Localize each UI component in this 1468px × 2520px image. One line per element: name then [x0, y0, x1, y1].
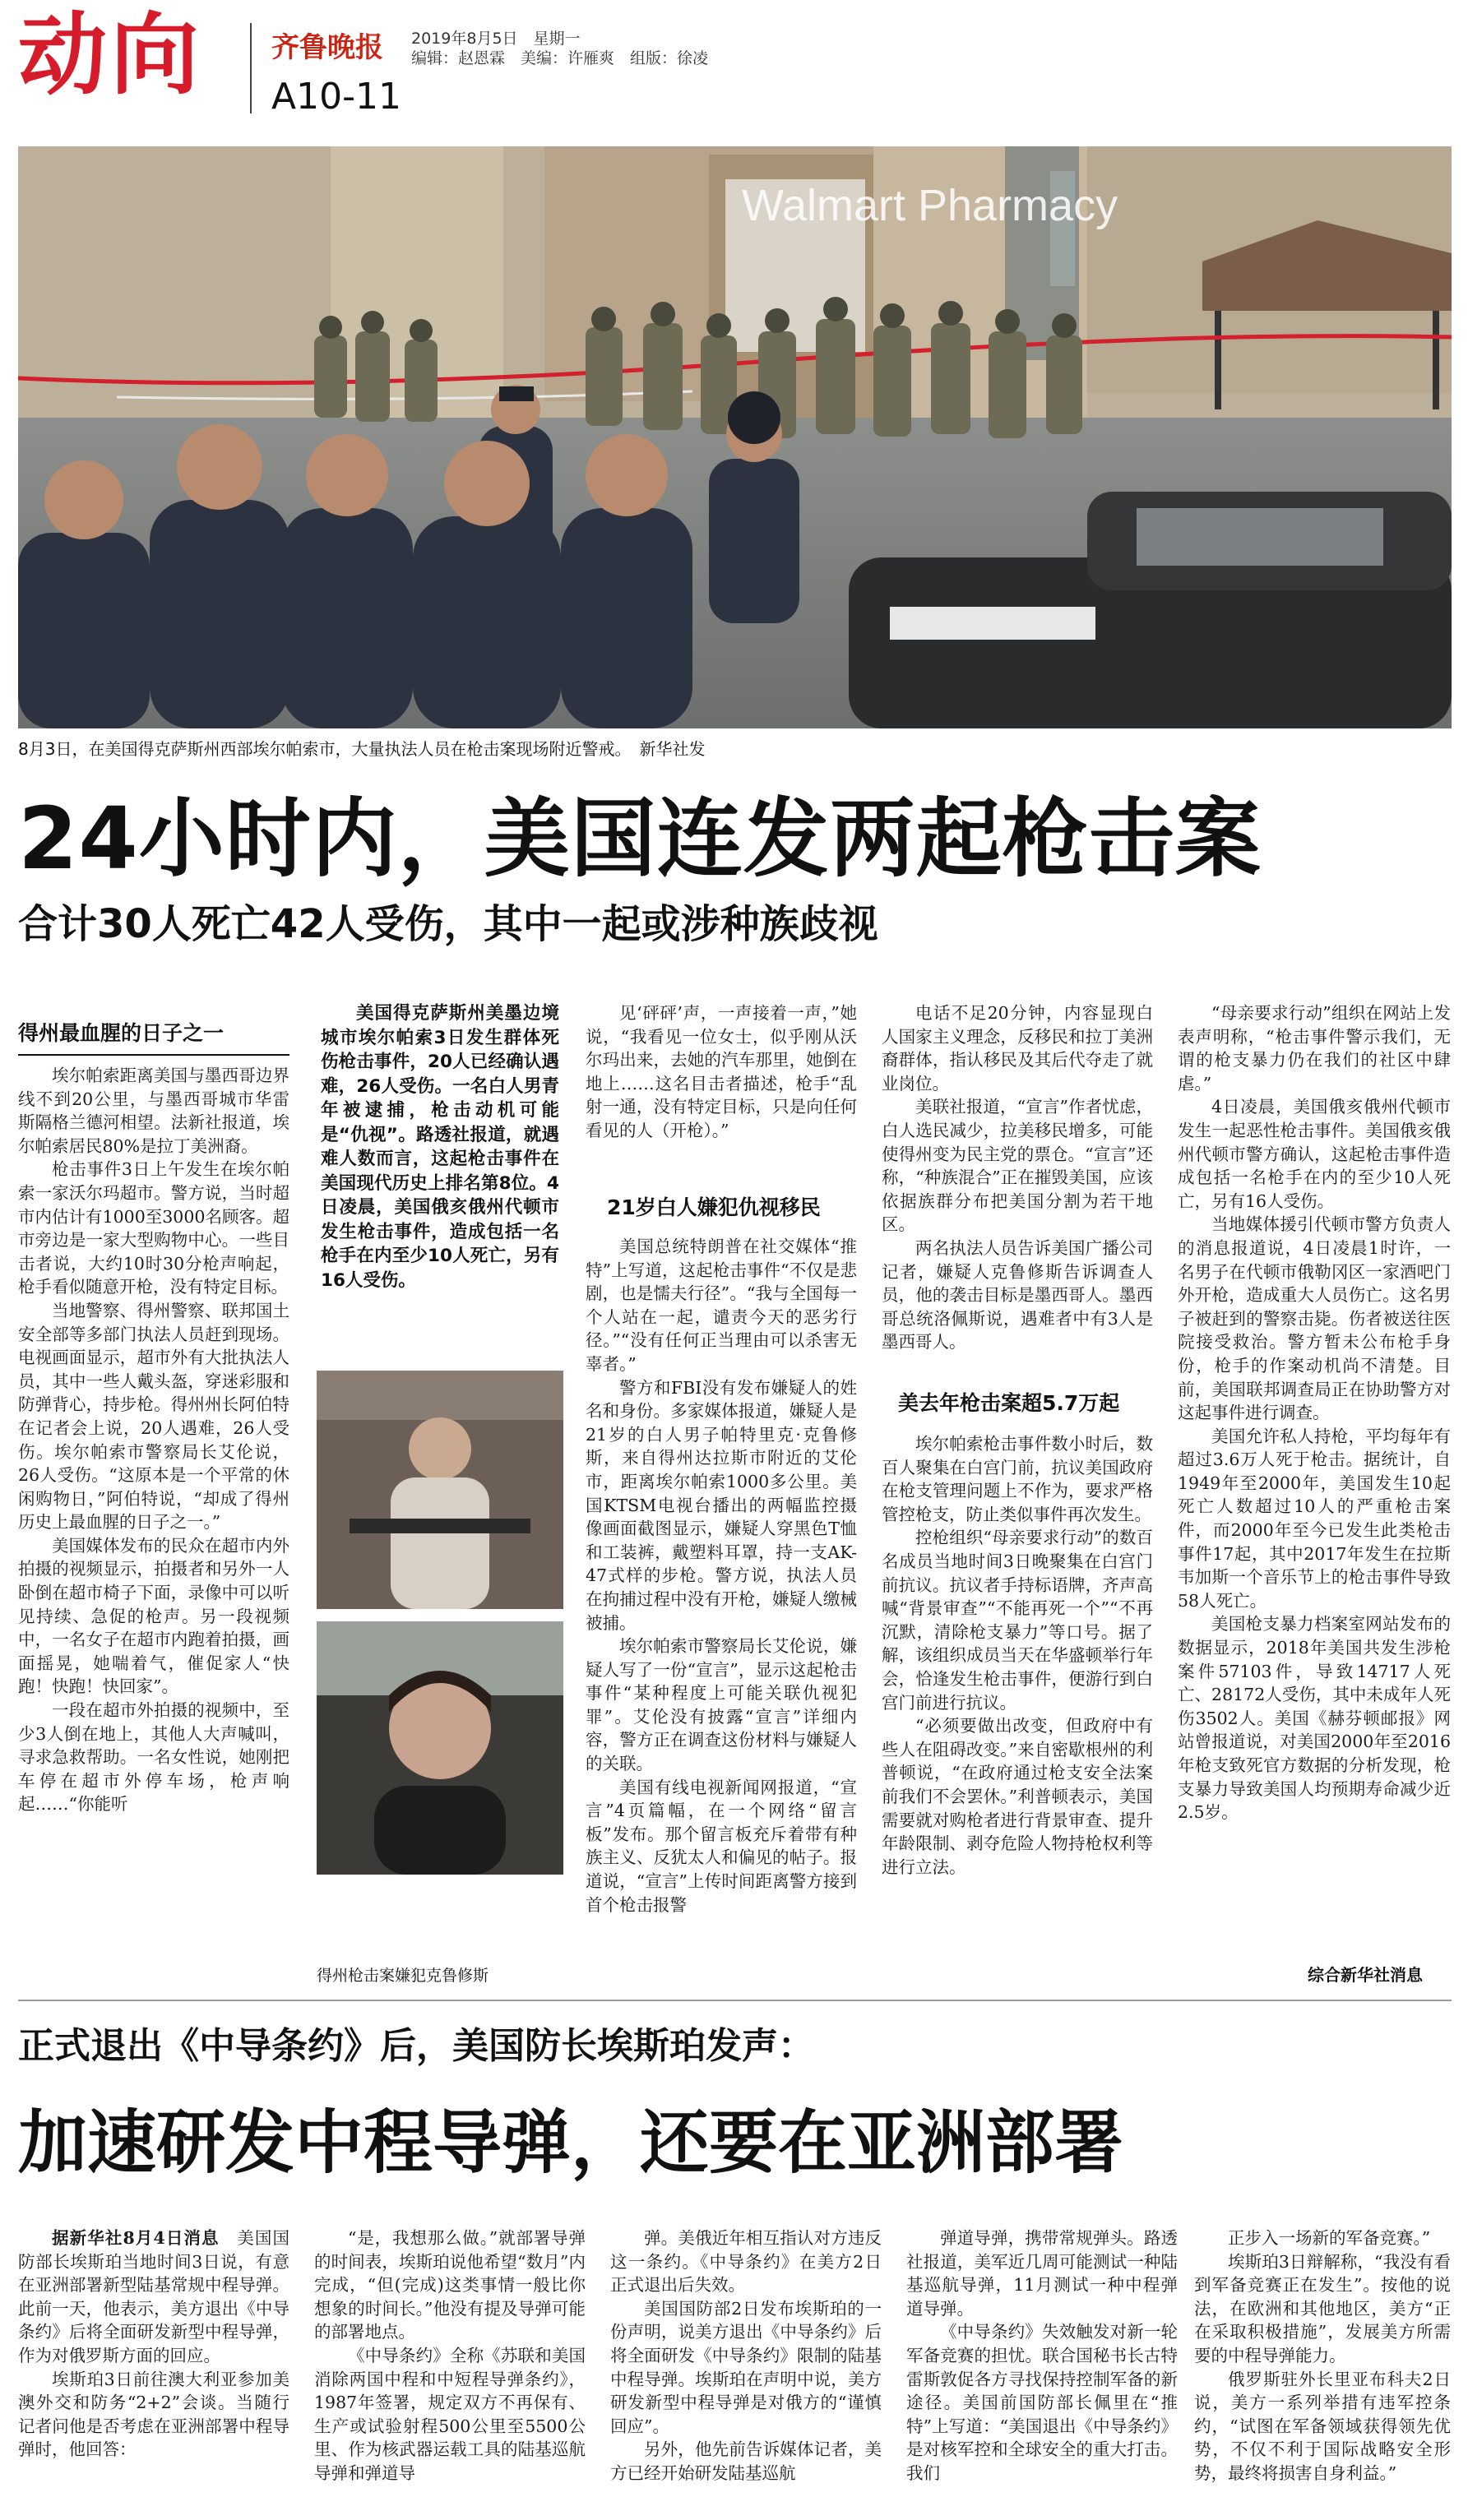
story-divider: [18, 2000, 1452, 2001]
paragraph: 当地媒体援引代顿市警方负责人的消息报道说，4日凌晨1时许，一名男子在代顿市俄勒冈区一家酒吧门外开枪，造成重大人员伤亡。这名男子被赶到的警察击毙。伤者被送往医院接受救治。警方暂未公布枪手身份，枪手的作案动机尚不清楚。目前，美国联邦调查局正在协助警方对这起事件进行调查。: [1178, 1214, 1451, 1423]
paragraph: 4日凌晨，美国俄亥俄州代顿市发生一起恶性枪击事件。美国俄亥俄州代顿市警方确认，这起枪击事件造成包括一名枪手在内的至少10人死亡，另有16人受伤。: [1178, 1097, 1451, 1211]
section1-title: 得州最血腥的日子之一: [18, 1021, 225, 1045]
suspect-photo-1: [317, 1371, 563, 1609]
story2-col1: [18, 2226, 289, 2514]
suspect-caption: 得州枪击案嫌犯克鲁修斯: [317, 1967, 489, 1985]
paragraph: 弹。美俄近年相互指认对方违反这一条约。《中导条约》在美方2日正式退出后失效。: [610, 2228, 882, 2296]
paragraph: 埃尔帕索市警察局长艾伦说，嫌疑人写了一份“宣言”，显示这起枪击事件“某种程度上可能关联仇视犯罪”。艾伦没有披露“宣言”详细内容，警方正在调查这份材料与嫌疑人的关联。: [586, 1636, 857, 1774]
paragraph: 《中导条约》失效触发对新一轮军备竞赛的担忧。联合国秘书长古特雷斯敦促各方寻找保持控制军备的新途径。美国前国防部长佩里在“推特”上写道：“美国退出《中导条约》是对核军控和全球安全的重大打击。我们: [906, 2322, 1178, 2483]
page-numbers: A10-11: [271, 76, 401, 118]
section2-title: 21岁白人嫌犯仇视移民: [607, 1195, 821, 1219]
paragraph: 埃尔帕索距离美国与墨西哥边界线不到20公里，与墨西哥城市华雷斯隔格兰德河相望。法新社报道，埃尔帕索居民80%是拉丁美洲裔。: [18, 1066, 289, 1156]
masthead-divider: [250, 23, 252, 113]
paragraph-text: 美国国防部长埃斯珀当地时间3日说，有意在亚洲部署新型陆基常规中程导弹。此前一天，他表示，美方退出《中导条约》后将全面研发新型中程导弹，作为对俄罗斯方面的回应。: [18, 2228, 289, 2365]
paragraph: 见‘砰砰’声，一声接着一声，”她说，“我看见一位女士，似乎刚从沃尔玛出来，去她的汽车那里，她倒在地上……这名目击者描述，枪手“乱射一通，没有特定目标，只是向任何看见的人（开枪）。”: [586, 1003, 857, 1140]
paragraph: 电话不足20分钟，内容显现白人国家主义理念，反移民和拉丁美洲裔群体，指认移民及其后代夺走了就业岗位。: [882, 1003, 1153, 1094]
story2-col3: [610, 2226, 882, 2514]
story1-col4-top: [882, 1001, 1153, 1384]
story1-headline: 24小时内，美国连发两起枪击案: [18, 788, 1262, 889]
dateline: 据新华社8月4日消息: [52, 2228, 220, 2248]
paragraph: 美国枪支暴力档案室网站发布的数据显示，2018年美国共发生涉枪案件57103件，导致14717人死亡、28172人受伤，其中未成年人死伤3502人。美国《赫芬顿邮报》网站曾报道说，对美国2000年至2016年枪支致死官方数据的分析发现，枪支暴力导致美国人均预期寿命减少近2.5岁。: [1178, 1614, 1451, 1823]
paragraph: 两名执法人员告诉美国广播公司记者，嫌疑人克鲁修斯告诉调查人员，他的袭击目标是墨西哥人。墨西哥总统洛佩斯说，遇难者中有3人是墨西哥人。: [882, 1237, 1153, 1352]
suspect-photo-2: [317, 1621, 563, 1875]
paragraph: “是，我想那么做。”就部署导弹的时间表，埃斯珀说他希望“数月”内完成，“但(完成)这类事情一般比你想象的时间长。”他没有提及导弹可能的部署地点。: [314, 2228, 586, 2342]
section1-rule: [18, 1054, 289, 1056]
story2-headline: 加速研发中程导弹，还要在亚洲部署: [18, 2102, 1124, 2183]
paragraph: 控枪组织“母亲要求行动”的数百名成员当地时间3日晚聚集在白宫门前抗议。抗议者手持标语牌，齐声高喊“背景审查”“不能再死一个”“不再沉默，清除枪支暴力”等口号。据了解，该组织成员当天在华盛顿举行年会，恰逢发生枪击事件，便游行到白宫门前进行抗议。: [882, 1528, 1153, 1713]
paragraph: 另外，他先前告诉媒体记者，美方已经开始研发陆基巡航: [610, 2439, 882, 2483]
story2-col2: [314, 2226, 586, 2514]
paragraph: 《中导条约》全称《苏联和美国消除两国中程和中短程导弹条约》，1987年签署，规定双方不再保有、生产或试验射程500公里至5500公里、作为核武器运载工具的陆基巡航导弹和弹道导: [314, 2345, 586, 2483]
photo-caption: 8月3日，在美国得克萨斯州西部埃尔帕索市，大量执法人员在枪击案现场附近警戒。 新华社发: [18, 739, 706, 759]
section3-title: 美去年枪击案超5.7万起: [898, 1391, 1120, 1415]
story1-summary-box: 美国得克萨斯州美墨边境城市埃尔帕索3日发生群体死伤枪击事件，20人已经确认遇难，26人受伤。一名白人男青年被逮捕，枪击动机可能是“仇视”。路透社报道，就遇难人数而言，这起枪击事件在美国现代历史上排名第8位。4日凌晨，美国俄亥俄州代顿市发生枪击事件，造成包括一名枪手在内至少10人死亡，另有16人受伤。: [321, 1003, 559, 1291]
surveillance-image: [317, 1371, 563, 1609]
story1-col5: [1178, 1001, 1451, 1957]
shooting-scene-illustration: [18, 146, 1452, 728]
paragraph: 弹道导弹，携带常规弹头。路透社报道，美军近几周可能测试一种陆基巡航导弹，11月测试一种中程弹道导弹。: [906, 2228, 1178, 2319]
paragraph: 一段在超市外拍摄的视频中，至少3人倒在地上，其他人大声喊叫，寻求急救帮助。一名女性说，她刚把车停在超市外停车场，枪声响起……“你能听: [18, 1700, 289, 1815]
story1-col3-bottom: [586, 1235, 857, 1991]
store-sign-text: Walmart Pharmacy: [742, 181, 1118, 230]
staff-line: 编辑：赵恩霖 美编：许雁爽 组版：徐凌: [411, 49, 709, 67]
paragraph: 埃尔帕索枪击事件数小时后，数百人聚集在白宫门前，抗议美国政府在枪支管理问题上不作为，要求严格管控枪支，防止类似事件再次发生。: [882, 1434, 1153, 1524]
story2-col4: [906, 2226, 1178, 2514]
paragraph: 美国总统特朗普在社交媒体“推特”上写道，这起枪击事件“不仅是悲剧，也是懦夫行径”。“我与全国每一个人站在一起，谴责今天的恶劣行径。”“没有任何正当理由可以杀害无辜者。”: [586, 1237, 857, 1374]
suspect-portrait: [317, 1621, 563, 1875]
paragraph: “必须要做出改变，但政府中有些人在阻碍改变。”来自密歇根州的利普顿说，“在政府通过枪支安全法案前我们不会罢休。”利普顿表示，美国需要就对购枪者进行背景审查、提升年龄限制、剥夺危险人物持枪权利等进行立法。: [882, 1716, 1153, 1877]
paragraph: 警方和FBI没有发布嫌疑人的姓名和身份。多家媒体报道，嫌疑人是21岁的白人男子帕特里克·克鲁修斯，来自得州达拉斯市附近的艾伦市，距离埃尔帕索1000多公里。美国KTSM电视台播出的两幅监控摄像画面截图显示，嫌疑人穿黑色T恤和工装裤，戴塑料耳罩，持一支AK-47式样的步枪。警方说，执法人员在拘捕过程中没有开枪，嫌疑人缴械被捕。: [586, 1377, 857, 1633]
paragraph: 埃斯珀3日前往澳大利亚参加美澳外交和防务“2+2”会谈。当随行记者问他是否考虑在亚洲部署中程导弹时，他回答：: [18, 2369, 289, 2460]
paragraph: 枪击事件3日上午发生在埃尔帕索一家沃尔玛超市。警方说，当时超市内估计有1000至3000名顾客。超市旁边是一家大型购物中心。一些目击者说，大约10时30分枪声响起，枪手看似随意开枪，没有特定目标。: [18, 1159, 289, 1297]
date-line: 2019年8月5日 星期一: [411, 30, 581, 48]
lead-photo: [18, 146, 1452, 728]
section-title: 动向: [18, 4, 203, 107]
paragraph: 美国有线电视新闻网报道，“宣言”4页篇幅，在一个网络“留言板”发布。那个留言板充斥着带有种族主义、反犹太人和偏见的帖子。报道说，“宣言”上传时间距离警方接到首个枪击报警: [586, 1777, 857, 1915]
paragraph: 美国国防部2日发布埃斯珀的一份声明，说美方退出《中导条约》后将全面研发《中导条约》限制的陆基中程导弹。埃斯珀在声明中说，美方研发新型中程导弹是对俄方的“谨慎回应”。: [610, 2298, 882, 2436]
paragraph: 俄罗斯驻外长里亚布科夫2日说，美方一系列举措有违军控条约，“试图在军备领域获得领先优势，不仅不利于国际战略安全形势，最终将损害自身利益。”: [1194, 2369, 1451, 2483]
paragraph: 埃斯珀3日辩解称，“我没有看到军备竞赛正在发生”。按他的说法，在欧洲和其他地区，美方“正在采取积极措施”，发展美方所需要的中程导弹能力。: [1194, 2251, 1451, 2365]
paragraph: 美国允许私人持枪，平均每年有超过3.6万人死于枪击。据统计，自1949年至2000年，美国发生10起死亡人数超过10人的严重枪击案件，而2000年至今已发生此类枪击事件17起，其中2017年发生在拉斯韦加斯一个音乐节上的枪击事件导致58人死亡。: [1178, 1426, 1451, 1611]
story2-col5: [1194, 2226, 1451, 2514]
story1-col4-bottom: [882, 1432, 1153, 1991]
story1-col3-top: [586, 1001, 857, 1182]
paragraph: 当地警察、得州警察、联邦国土安全部等多部门执法人员赶到现场。电视画面显示，超市外有大批执法人员，其中一些人戴头盔，穿迷彩服和防弹背心，持步枪。得州州长阿伯特在记者会上说，20人遇难，26人受伤。埃尔帕索市警察局长艾伦说，26人受伤。“这原本是一个平常的休闲购物日，”阿伯特说，“却成了得州历史上最血腥的日子之一。”: [18, 1300, 289, 1533]
story1-col1: [18, 1064, 289, 1993]
paragraph: 正步入一场新的军备竞赛。”: [1228, 2228, 1431, 2248]
paragraph: 美联社报道，“宣言”作者忧虑，白人选民减少，拉美移民增多，可能使得州变为民主党的票仓。“宣言”还称，“种族混合”正在摧毁美国，应该依据族群分布把美国分割为若干地区。: [882, 1097, 1153, 1235]
story2-kicker: 正式退出《中导条约》后，美国防长埃斯珀发声：: [18, 2025, 814, 2067]
paragraph: “母亲要求行动”组织在网站上发表声明称，“枪击事件警示我们，无谓的枪支暴力仍在我们的社区中肆虐。”: [1178, 1003, 1451, 1094]
story1-credit: 综合新华社消息: [1308, 1965, 1423, 1985]
paragraph: 美国媒体发布的民众在超市内外拍摄的视频显示，拍摄者和另外一人卧倒在超市椅子下面，录像中可以听见持续、急促的枪声。另一段视频中，一名女子在超市内跑着拍摄，画面摇晃，她喘着气，催促家人“快跑！快跑！快回家”。: [18, 1535, 289, 1697]
story1-subheadline: 合计30人死亡42人受伤，其中一起或涉种族歧视: [18, 901, 878, 947]
paper-name: 齐鲁晚报: [271, 31, 383, 64]
